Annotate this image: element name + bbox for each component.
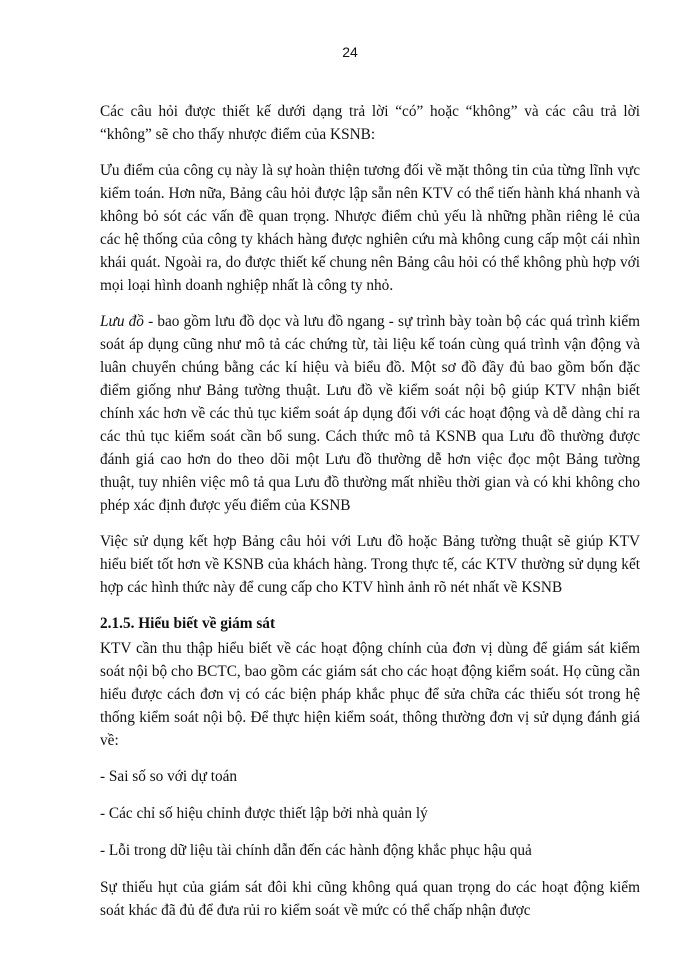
pros-cons-paragraph: Ưu điểm của công cụ này là sự hoàn thiện tương đối về mặt thông tin của từng lĩnh vực kiểm toán. Hơn nữa, Bảng câu hỏi được lập sẵn nên KTV có thể tiến hành khá nhanh và không bỏ sót các vấn đề quan trọng. Nhược điểm chủ yếu là những phần riêng lẻ của các hệ thống của công ty khách hàng được nghiên cứu mà không cung cấp một cái nhìn khái quát. Ngoài ra, do được thiết kế chung nên Bảng câu hỏi có thể không phù hợp với mọi loại hình doanh nghiệp nhất là công ty nhỏ. <box>100 162 640 294</box>
combined-usage-paragraph: Việc sử dụng kết hợp Bảng câu hỏi với Lưu đồ hoặc Bảng tường thuật sẽ giúp KTV hiểu biết tốt hơn về KSNB của khách hàng. Trong thực tế, các KTV thường sử dụng kết hợp các hình thức này để cung cấp cho KTV hình ảnh rõ nét nhất về KSNB <box>100 533 640 596</box>
intro-paragraph: Các câu hỏi được thiết kế dưới dạng trả lời “có” hoặc “không” và các câu trả lời “không” sẽ cho thấy nhược điểm của KSNB: <box>100 103 640 143</box>
section-heading: 2.1.5. Hiểu biết về giám sát <box>100 615 276 632</box>
page-number: 24 <box>342 44 358 60</box>
monitoring-paragraph: KTV cần thu thập hiểu biết về các hoạt động chính của đơn vị dùng để giám sát kiểm soát nội bộ cho BCTC, bao gồm các giám sát cho các hoạt động kiểm soát. Họ cũng cần hiểu được cách đơn vị có các biện pháp khắc phục để sửa chữa các thiếu sót trong hệ thống kiểm soát nội bộ. Để thực hiện kiểm soát, thông thường đơn vị sử dụng đánh giá về: <box>100 640 640 749</box>
closing-paragraph: Sự thiếu hụt của giám sát đôi khi cũng không quá quan trọng do các hoạt động kiểm soát khác đã đủ để đưa rủi ro kiểm soát về mức có thể chấp nhận được <box>100 879 640 919</box>
flowchart-paragraph <box>100 310 640 517</box>
bullet-item: - Lỗi trong dữ liệu tài chính dẫn đến các hành động khắc phục hậu quả <box>100 842 532 859</box>
flowchart-term: Lưu đồ <box>100 313 144 330</box>
flowchart-description: - bao gồm lưu đồ dọc và lưu đồ ngang - sự trình bày toàn bộ các quá trình kiểm soát áp dụng cũng như mô tả các chứng từ, tài liệu kế toán cùng quá trình vận động và luân chuyển chúng bằng các kí hiệu và biểu đồ. Một sơ đồ đầy đủ bao gồm bốn đặc điểm giống như Bảng tường thuật. Lưu đồ về kiểm soát nội bộ giúp KTV nhận biết chính xác hơn về các thủ tục kiểm soát áp dụng đối với các hoạt động và dễ dàng chỉ ra các thủ tục kiểm soát cần bổ sung. Cách thức mô tả KSNB qua Lưu đồ thường được đánh giá cao hơn do theo dõi một Lưu đồ thường dễ hơn việc đọc một Bảng tường thuật, tuy nhiên việc mô tả qua Lưu đồ thường mất nhiều thời gian và có khi không cho phép xác định được yếu điểm của KSNB <box>100 313 641 514</box>
bullet-item: - Các chỉ số hiệu chỉnh được thiết lập bởi nhà quản lý <box>100 805 428 822</box>
document-body <box>100 100 640 935</box>
bullet-item: - Sai số so với dự toán <box>100 768 238 785</box>
